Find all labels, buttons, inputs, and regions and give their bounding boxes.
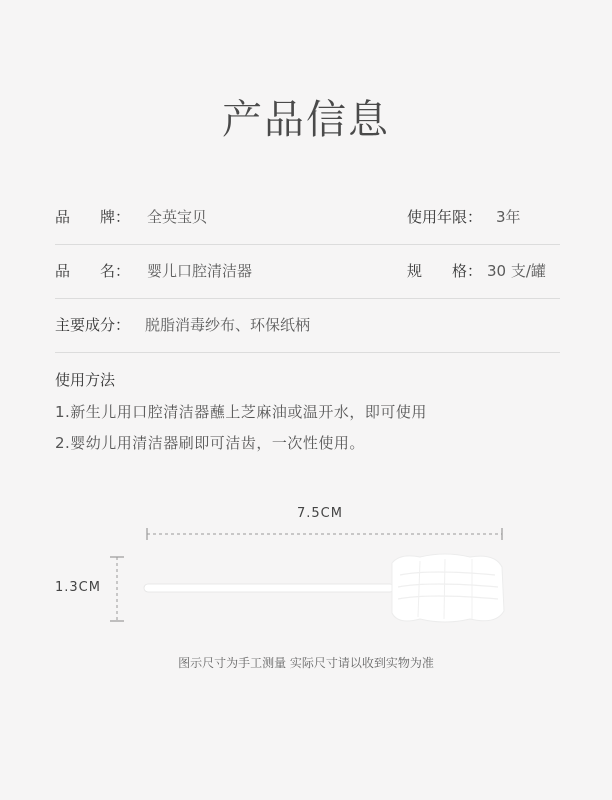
life-label: 使用年限： [407,208,483,226]
spec-row-brand [55,190,560,245]
usage-step-1: 1.新生儿用口腔清洁器蘸上芝麻油或温开水，即可使用 [55,403,427,421]
height-label: 1.3CM [55,580,101,595]
brand-value: 全英宝贝 [147,208,208,226]
page-title: 产品信息 [222,97,390,143]
gauze-head [392,554,504,622]
brand-label: 品 牌： [55,208,131,226]
paper-stick [144,584,394,592]
spec-row-name [55,244,560,299]
product-illustration [100,515,520,635]
material-label: 主要成分： [55,316,131,334]
usage-title: 使用方法 [55,371,116,389]
usage-step-2: 2.婴幼儿用清洁器刷即可洁齿，一次性使用。 [55,434,365,452]
life-value: 3年 [496,208,521,226]
height-dimension-line [110,557,124,621]
length-dimension-line [147,528,502,540]
name-value: 婴儿口腔清洁器 [147,262,253,280]
measurement-note: 图示尺寸为手工测量 实际尺寸请以收到实物为准 [178,656,434,670]
size-value: 30 支/罐 [487,262,546,280]
length-label: 7.5CM [297,506,343,521]
name-label: 品 名： [55,262,131,280]
material-value: 脱脂消毒纱布、环保纸柄 [145,316,311,334]
size-label: 规 格： [407,262,483,280]
spec-row-material [55,298,560,353]
